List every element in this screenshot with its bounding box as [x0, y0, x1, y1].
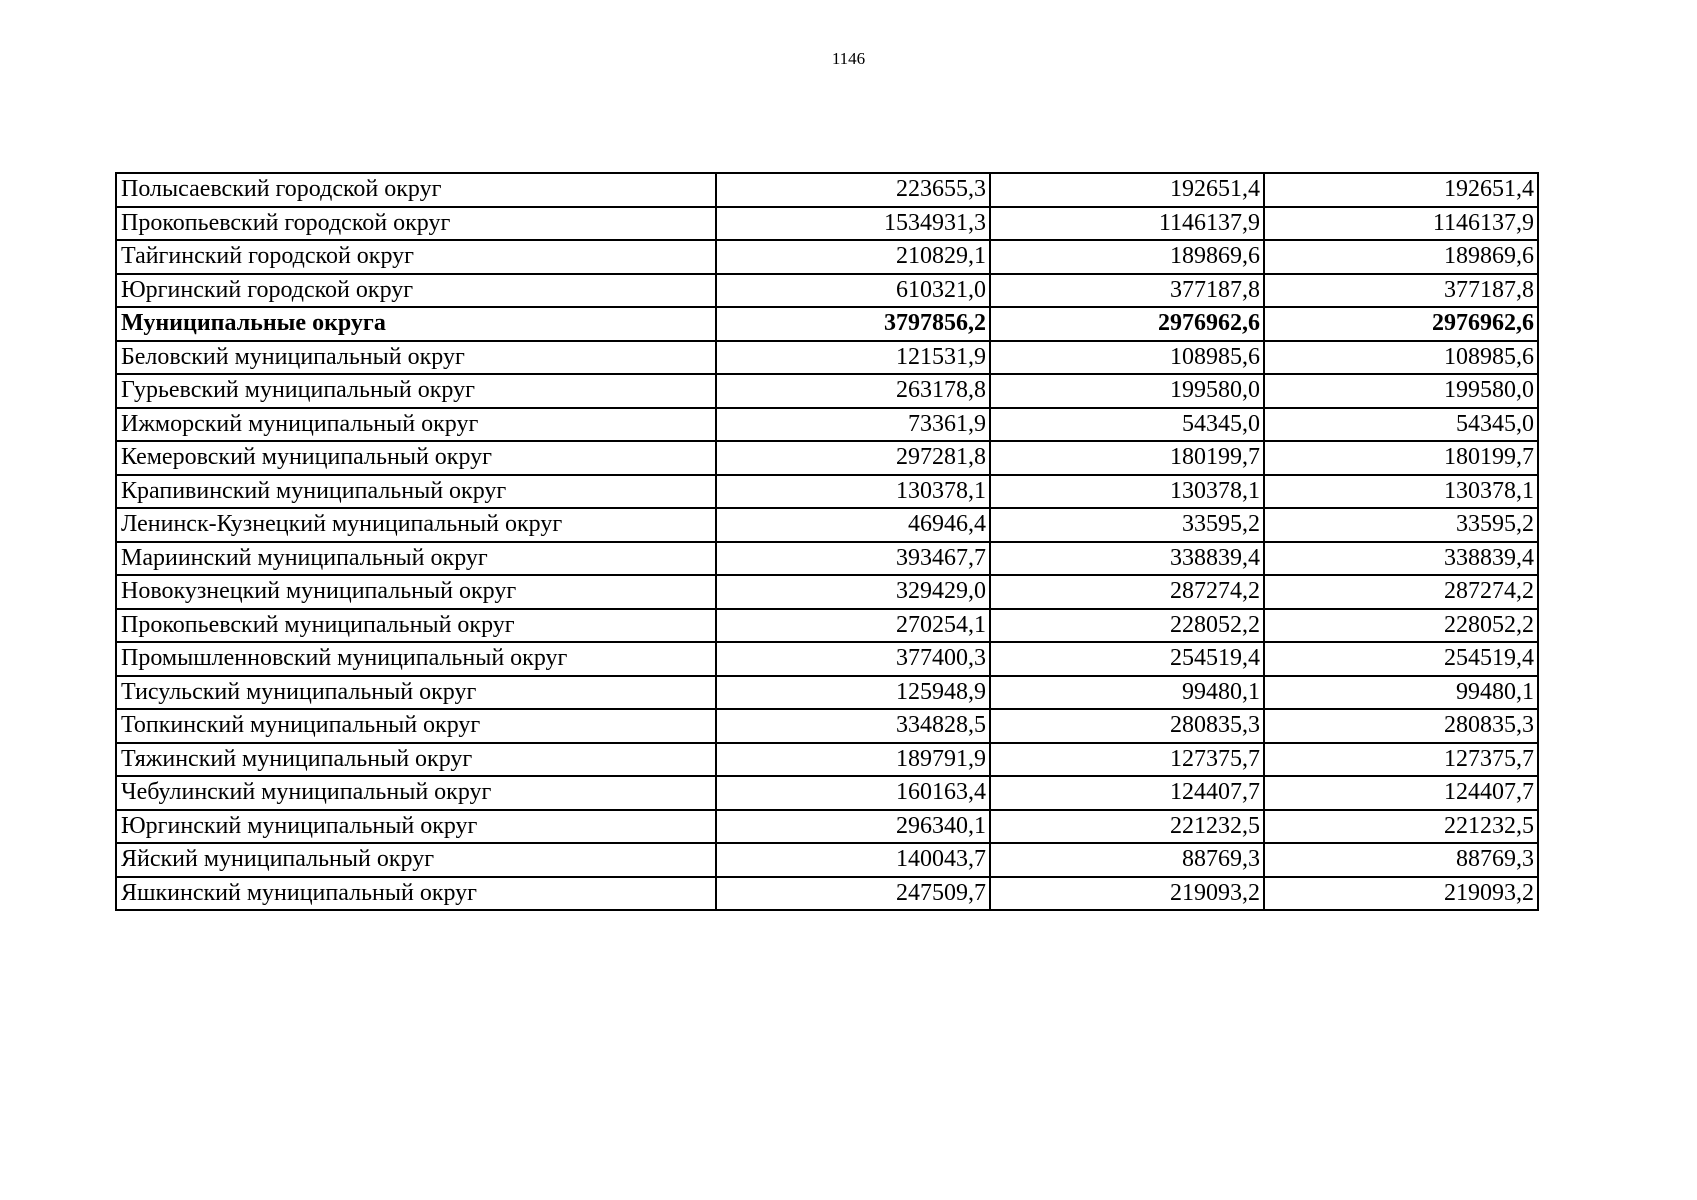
amount-cell-2: 377187,8 — [990, 274, 1264, 308]
budget-table — [115, 172, 1539, 911]
table-body — [116, 173, 1538, 910]
amount-cell-3: 377187,8 — [1264, 274, 1538, 308]
amount-cell-3: 54345,0 — [1264, 408, 1538, 442]
amount-cell-2: 180199,7 — [990, 441, 1264, 475]
amount-cell-2: 338839,4 — [990, 542, 1264, 576]
amount-cell-3: 254519,4 — [1264, 642, 1538, 676]
municipality-name-cell: Чебулинский муниципальный округ — [116, 776, 716, 810]
municipality-name-cell: Юргинский муниципальный округ — [116, 810, 716, 844]
table-row — [116, 341, 1538, 375]
municipality-name-cell: Тяжинский муниципальный округ — [116, 743, 716, 777]
municipality-name-cell: Ленинск-Кузнецкий муниципальный округ — [116, 508, 716, 542]
municipality-name-cell: Гурьевский муниципальный округ — [116, 374, 716, 408]
municipality-name-cell: Полысаевский городской округ — [116, 173, 716, 207]
municipality-name-cell: Прокопьевский городской округ — [116, 207, 716, 241]
amount-cell-3: 124407,7 — [1264, 776, 1538, 810]
municipality-name-cell: Топкинский муниципальный округ — [116, 709, 716, 743]
amount-cell-1: 125948,9 — [716, 676, 990, 710]
table-row — [116, 877, 1538, 911]
table-row — [116, 441, 1538, 475]
amount-cell-2: 280835,3 — [990, 709, 1264, 743]
page-number: 1146 — [831, 49, 866, 68]
table-row — [116, 542, 1538, 576]
table-row — [116, 408, 1538, 442]
amount-cell-2: 228052,2 — [990, 609, 1264, 643]
table-row — [116, 374, 1538, 408]
table-row — [116, 709, 1538, 743]
amount-cell-1: 46946,4 — [716, 508, 990, 542]
amount-cell-3: 228052,2 — [1264, 609, 1538, 643]
amount-cell-3: 180199,7 — [1264, 441, 1538, 475]
amount-cell-1: 223655,3 — [716, 173, 990, 207]
amount-cell-1: 160163,4 — [716, 776, 990, 810]
amount-cell-2: 124407,7 — [990, 776, 1264, 810]
municipality-name-cell: Мариинский муниципальный округ — [116, 542, 716, 576]
table-row — [116, 475, 1538, 509]
table-row — [116, 810, 1538, 844]
amount-cell-1: 121531,9 — [716, 341, 990, 375]
amount-cell-3: 33595,2 — [1264, 508, 1538, 542]
amount-cell-1: 270254,1 — [716, 609, 990, 643]
municipality-name-cell: Прокопьевский муниципальный округ — [116, 609, 716, 643]
amount-cell-1: 189791,9 — [716, 743, 990, 777]
amount-cell-3: 108985,6 — [1264, 341, 1538, 375]
municipality-name-cell: Беловский муниципальный округ — [116, 341, 716, 375]
table-row — [116, 274, 1538, 308]
municipality-name-cell: Промышленновский муниципальный округ — [116, 642, 716, 676]
table-row — [116, 575, 1538, 609]
amount-cell-1: 334828,5 — [716, 709, 990, 743]
table-row-subtotal — [116, 307, 1538, 341]
amount-cell-1: 610321,0 — [716, 274, 990, 308]
table-row — [116, 843, 1538, 877]
amount-cell-3: 2976962,6 — [1264, 307, 1538, 341]
municipality-name-cell: Тайгинский городской округ — [116, 240, 716, 274]
amount-cell-3: 338839,4 — [1264, 542, 1538, 576]
amount-cell-3: 199580,0 — [1264, 374, 1538, 408]
amount-cell-1: 377400,3 — [716, 642, 990, 676]
amount-cell-2: 54345,0 — [990, 408, 1264, 442]
amount-cell-3: 280835,3 — [1264, 709, 1538, 743]
amount-cell-3: 221232,5 — [1264, 810, 1538, 844]
amount-cell-2: 221232,5 — [990, 810, 1264, 844]
table-row — [116, 508, 1538, 542]
table-row — [116, 609, 1538, 643]
amount-cell-1: 263178,8 — [716, 374, 990, 408]
amount-cell-3: 130378,1 — [1264, 475, 1538, 509]
municipality-name-cell: Ижморский муниципальный округ — [116, 408, 716, 442]
amount-cell-2: 127375,7 — [990, 743, 1264, 777]
table-row — [116, 676, 1538, 710]
amount-cell-2: 2976962,6 — [990, 307, 1264, 341]
amount-cell-1: 296340,1 — [716, 810, 990, 844]
amount-cell-3: 99480,1 — [1264, 676, 1538, 710]
amount-cell-1: 297281,8 — [716, 441, 990, 475]
amount-cell-3: 127375,7 — [1264, 743, 1538, 777]
table-row — [116, 743, 1538, 777]
table-row — [116, 642, 1538, 676]
amount-cell-1: 247509,7 — [716, 877, 990, 911]
municipality-name-cell: Яйский муниципальный округ — [116, 843, 716, 877]
amount-cell-1: 73361,9 — [716, 408, 990, 442]
municipality-name-cell: Крапивинский муниципальный округ — [116, 475, 716, 509]
amount-cell-1: 130378,1 — [716, 475, 990, 509]
amount-cell-3: 189869,6 — [1264, 240, 1538, 274]
amount-cell-2: 33595,2 — [990, 508, 1264, 542]
amount-cell-3: 1146137,9 — [1264, 207, 1538, 241]
amount-cell-1: 393467,7 — [716, 542, 990, 576]
municipality-name-cell: Кемеровский муниципальный округ — [116, 441, 716, 475]
amount-cell-1: 140043,7 — [716, 843, 990, 877]
amount-cell-3: 192651,4 — [1264, 173, 1538, 207]
amount-cell-2: 88769,3 — [990, 843, 1264, 877]
municipality-name-cell: Тисульский муниципальный округ — [116, 676, 716, 710]
municipality-name-cell: Муниципальные округа — [116, 307, 716, 341]
municipality-name-cell: Яшкинский муниципальный округ — [116, 877, 716, 911]
amount-cell-2: 99480,1 — [990, 676, 1264, 710]
table-row — [116, 173, 1538, 207]
amount-cell-2: 189869,6 — [990, 240, 1264, 274]
amount-cell-2: 192651,4 — [990, 173, 1264, 207]
table-row — [116, 240, 1538, 274]
amount-cell-1: 1534931,3 — [716, 207, 990, 241]
amount-cell-3: 287274,2 — [1264, 575, 1538, 609]
amount-cell-2: 287274,2 — [990, 575, 1264, 609]
amount-cell-1: 210829,1 — [716, 240, 990, 274]
amount-cell-2: 1146137,9 — [990, 207, 1264, 241]
amount-cell-2: 108985,6 — [990, 341, 1264, 375]
amount-cell-1: 3797856,2 — [716, 307, 990, 341]
municipality-name-cell: Новокузнецкий муниципальный округ — [116, 575, 716, 609]
amount-cell-3: 219093,2 — [1264, 877, 1538, 911]
amount-cell-3: 88769,3 — [1264, 843, 1538, 877]
amount-cell-2: 219093,2 — [990, 877, 1264, 911]
amount-cell-1: 329429,0 — [716, 575, 990, 609]
amount-cell-2: 130378,1 — [990, 475, 1264, 509]
municipality-name-cell: Юргинский городской округ — [116, 274, 716, 308]
amount-cell-2: 254519,4 — [990, 642, 1264, 676]
amount-cell-2: 199580,0 — [990, 374, 1264, 408]
table-row — [116, 207, 1538, 241]
table-row — [116, 776, 1538, 810]
